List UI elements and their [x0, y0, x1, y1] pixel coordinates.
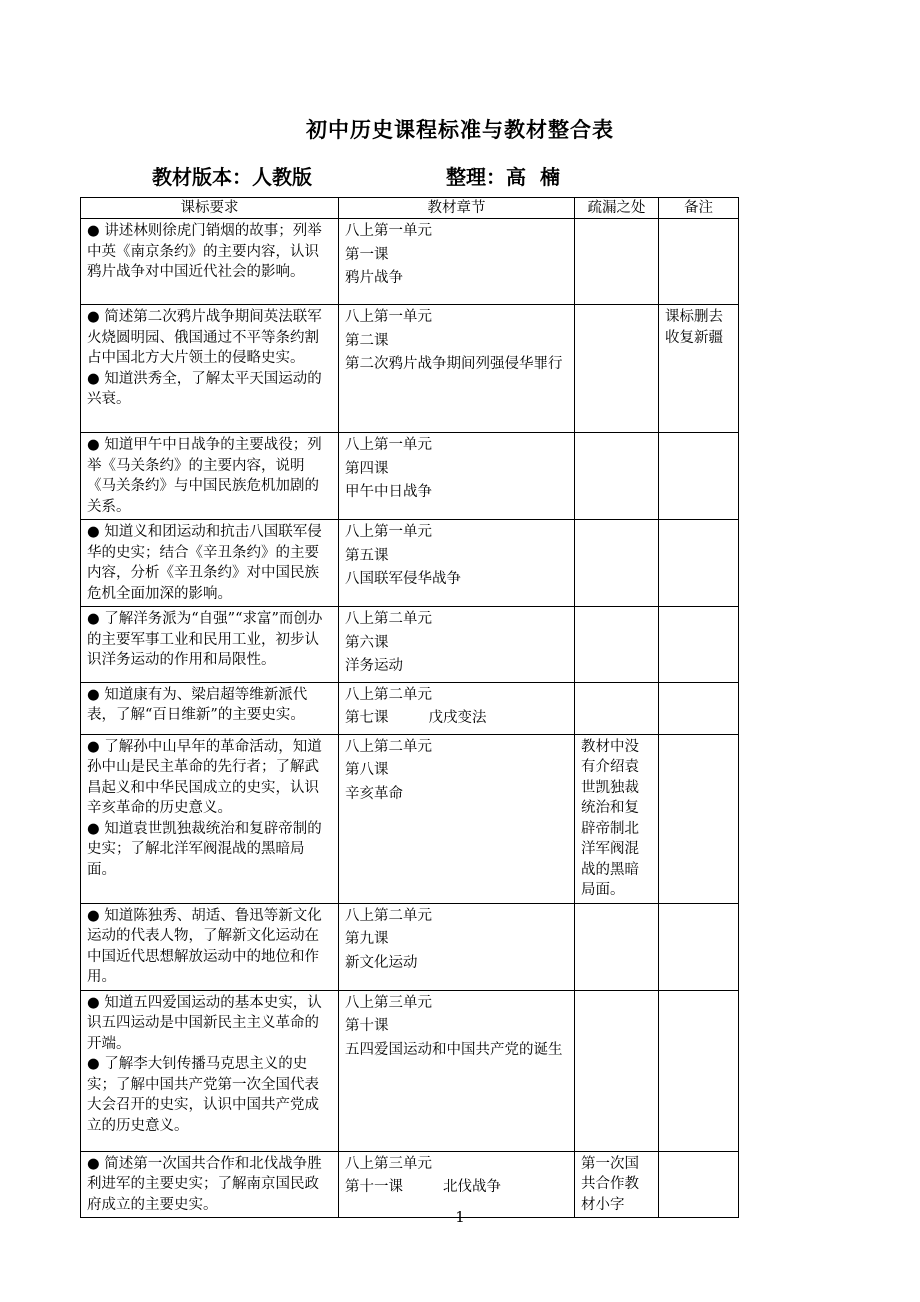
- chapter-lesson: 第十一课: [345, 1179, 403, 1195]
- editor-info: [446, 161, 560, 190]
- chapter-cell: [339, 433, 575, 520]
- requirement-item: ● 了解李大钊传播马克思主义的史实；了解中国共产党第一次全国代表大会召开的史实，认识中国共产党成立的历史意义。: [87, 1056, 319, 1134]
- page-number: 1: [455, 1208, 465, 1226]
- remark-cell: [659, 433, 739, 520]
- requirement-item: ● 讲述林则徐虎门销烟的故事；列举中英《南京条约》的主要内容，认识鸦片战争对中国近代社会的影响。: [87, 223, 322, 280]
- chapter-unit: 八上第二单元: [345, 907, 432, 924]
- chapter-unit: 八上第三单元: [345, 994, 432, 1011]
- chapter-lesson: 第四课: [345, 460, 389, 477]
- chapter-topic: 鸦片战争: [345, 270, 403, 286]
- requirement-item: ● 了解洋务派为“自强”“求富”而创办的主要军事工业和民用工业，初步认识洋务运动的作用和局限性。: [87, 611, 323, 668]
- chapter-topic: 北伐战争: [443, 1179, 501, 1195]
- table-row: [81, 682, 739, 734]
- table-header-row: [81, 198, 739, 219]
- editor-label: 整理：: [446, 165, 506, 189]
- chapter-lesson: 第七课: [345, 710, 389, 726]
- table-row: [81, 903, 739, 990]
- header-omissions: 疏漏之处: [575, 198, 659, 219]
- requirement-item: ● 知道洪秀全，了解太平天国运动的兴衰。: [87, 370, 322, 407]
- chapter-topic: 辛亥革命: [345, 785, 403, 802]
- chapter-cell: [339, 219, 575, 305]
- chapter-cell: [339, 990, 575, 1151]
- chapter-unit: 八上第三单元: [345, 1155, 432, 1172]
- chapter-lesson: 第一课: [345, 246, 389, 263]
- requirement-cell: [81, 903, 339, 990]
- chapter-cell: [339, 305, 575, 433]
- omission-cell: [575, 903, 659, 990]
- curriculum-table: [80, 197, 739, 1218]
- requirement-cell: [81, 990, 339, 1151]
- chapter-unit: 八上第二单元: [345, 611, 432, 627]
- requirement-cell: [81, 305, 339, 433]
- chapter-lesson: 第二课: [345, 332, 389, 349]
- chapter-cell: [339, 607, 575, 683]
- chapter-lesson-line: [345, 708, 569, 729]
- table-row: [81, 433, 739, 520]
- omission-cell: 第一次国共合作教材小字: [575, 1151, 659, 1218]
- chapter-cell: [339, 520, 575, 607]
- remark-cell: [659, 990, 739, 1151]
- omission-cell: [575, 433, 659, 520]
- chapter-unit: 八上第一单元: [345, 309, 432, 325]
- omission-cell: [575, 305, 659, 433]
- requirement-item: ● 了解孙中山早年的革命活动，知道孙中山是民主革命的先行者；了解武昌起义和中华民国成立的史实，认识辛亥革命的历史意义。: [87, 738, 322, 816]
- table-row: [81, 520, 739, 607]
- requirement-item: ● 知道袁世凯独裁统治和复辟帝制的史实；了解北洋军阀混战的黑暗局面。: [87, 820, 322, 878]
- table-row: [81, 607, 739, 683]
- table-row: [81, 734, 739, 903]
- requirement-item: ● 简述第二次鸦片战争期间英法联军火烧圆明园、俄国通过不平等条约割占中国北方大片领土的侵略史实。: [87, 309, 322, 366]
- remark-cell: [659, 734, 739, 903]
- omission-cell: [575, 607, 659, 683]
- requirement-item: ● 简述第一次国共合作和北伐战争胜利进军的主要史实；了解南京国民政府成立的主要史实。: [87, 1155, 322, 1213]
- textbook-version: 教材版本：人教版: [152, 165, 312, 189]
- editor-given-name: 楠: [540, 165, 560, 189]
- table-row: [81, 990, 739, 1151]
- chapter-topic: 甲午中日战争: [345, 484, 432, 500]
- header-requirements: 课标要求: [81, 198, 339, 219]
- chapter-lesson: 第六课: [345, 634, 389, 651]
- omission-cell: [575, 520, 659, 607]
- chapter-topic: 八国联军侵华战争: [345, 571, 461, 587]
- remark-cell: [659, 682, 739, 734]
- page-title: 初中历史课程标准与教材整合表: [306, 117, 614, 142]
- chapter-lesson-line: [345, 1177, 569, 1198]
- chapter-lesson: 第九课: [345, 931, 389, 947]
- chapter-lesson: 第十课: [345, 1018, 389, 1034]
- chapter-unit: 八上第一单元: [345, 437, 432, 453]
- omission-cell: 教材中没有介绍袁世凯独裁统治和复辟帝制北洋军阀混战的黑暗局面。: [575, 734, 659, 903]
- omission-cell: [575, 682, 659, 734]
- chapter-cell: [339, 903, 575, 990]
- requirement-item: ● 知道甲午中日战争的主要战役；列举《马关条约》的主要内容，说明《马关条约》与中国民族危机加剧的关系。: [87, 437, 322, 515]
- chapter-lesson: 第五课: [345, 547, 389, 564]
- chapter-cell: [339, 734, 575, 903]
- remark-cell: 课标删去收复新疆: [659, 305, 739, 433]
- table-row: [81, 305, 739, 433]
- requirement-cell: [81, 219, 339, 305]
- chapter-topic: 第二次鸦片战争期间列强侵华罪行: [345, 356, 563, 372]
- requirement-item: ● 知道义和团运动和抗击八国联军侵华的史实；结合《辛丑条约》的主要内容，分析《辛丑条约》对中国民族危机全面加深的影响。: [87, 524, 322, 602]
- chapter-unit: 八上第二单元: [345, 686, 432, 703]
- chapter-topic: 五四爱国运动和中国共产党的诞生: [345, 1041, 563, 1058]
- chapter-topic: 戊戌变法: [428, 710, 487, 726]
- table-row: [81, 219, 739, 305]
- omission-cell: [575, 990, 659, 1151]
- header-remarks: 备注: [659, 198, 739, 219]
- header-chapter: 教材章节: [339, 198, 575, 219]
- chapter-unit: 八上第二单元: [345, 738, 432, 755]
- requirement-cell: [81, 607, 339, 683]
- requirement-item: ● 知道五四爱国运动的基本史实，认识五四运动是中国新民主主义革命的开端。: [87, 994, 322, 1052]
- requirement-item: ● 知道陈独秀、胡适、鲁迅等新文化运动的代表人物，了解新文化运动在中国近代思想解放运动中的地位和作用。: [87, 907, 322, 985]
- requirement-cell: [81, 734, 339, 903]
- chapter-unit: 八上第一单元: [345, 223, 432, 239]
- chapter-lesson: 第八课: [345, 762, 389, 778]
- chapter-unit: 八上第一单元: [345, 524, 432, 540]
- requirement-cell: [81, 520, 339, 607]
- editor-surname: 高: [506, 165, 526, 189]
- remark-cell: [659, 607, 739, 683]
- remark-cell: [659, 219, 739, 305]
- requirement-cell: [81, 682, 339, 734]
- requirement-item: ● 知道康有为、梁启超等维新派代表，了解“百日维新”的主要史实。: [87, 686, 308, 723]
- omission-cell: [575, 219, 659, 305]
- remark-cell: [659, 520, 739, 607]
- chapter-cell: [339, 682, 575, 734]
- remark-cell: [659, 903, 739, 990]
- chapter-topic: 洋务运动: [345, 658, 403, 674]
- requirement-cell: [81, 433, 339, 520]
- chapter-topic: 新文化运动: [345, 954, 418, 971]
